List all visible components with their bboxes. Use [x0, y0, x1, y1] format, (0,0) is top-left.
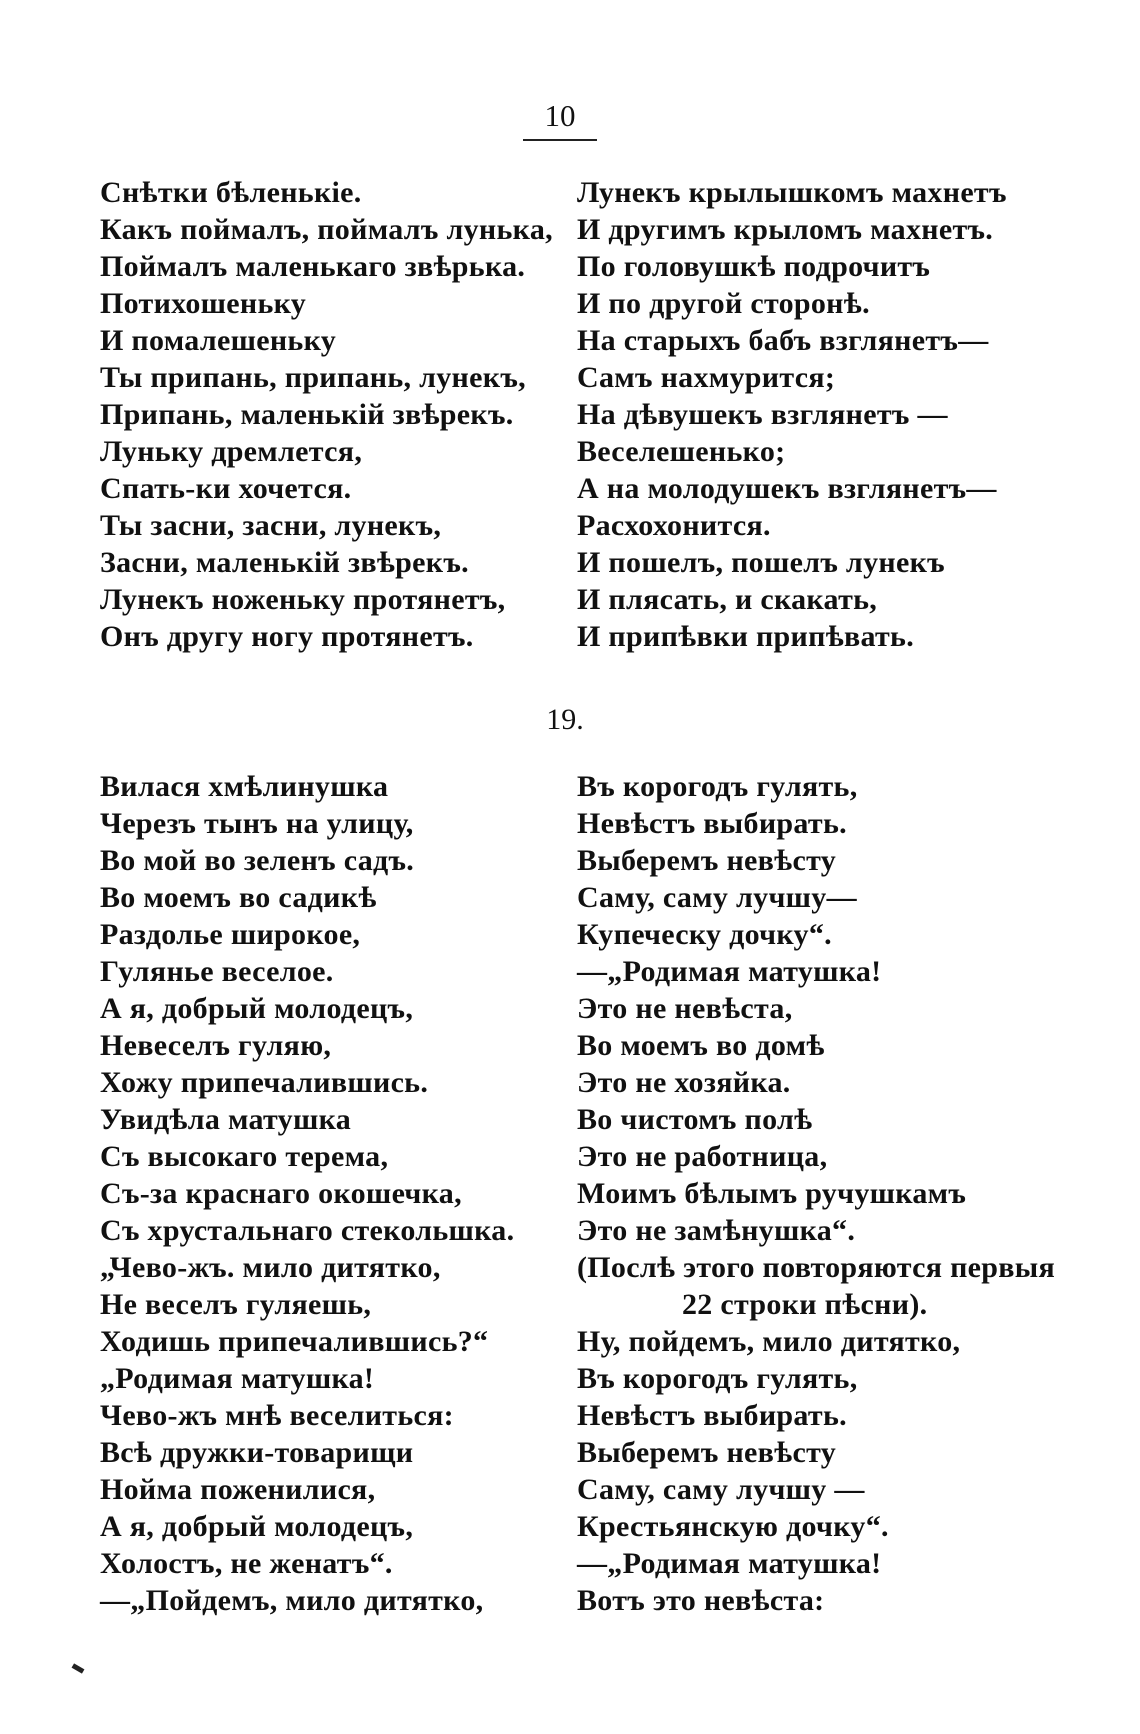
poem-line: 22 строки пѣсни).: [682, 1288, 928, 1321]
poem-line: Вилася хмѣлинушка: [100, 770, 389, 803]
poem-line: —„Родимая матушка!: [577, 1547, 882, 1580]
poem-line: Какъ поймалъ, поймалъ лунька,: [100, 213, 553, 246]
poem-line: —„Пойдемъ, мило дитятко,: [100, 1584, 484, 1617]
poem-line: Выберемъ невѣсту: [577, 1436, 837, 1469]
poem-line: Луньку дремлется,: [100, 435, 363, 468]
song-number: 19.: [546, 703, 584, 736]
poem-line: Ты припань, припань, лунекъ,: [100, 361, 526, 394]
poem-line: Нойма поженилися,: [100, 1473, 376, 1506]
poem-line: Ходишь припечалившись?“: [100, 1325, 489, 1358]
poem-line: На старыхъ бабъ взглянетъ—: [577, 324, 989, 357]
poem-line: Во мой во зеленъ садъ.: [100, 844, 415, 877]
poem-line: Веселешенько;: [577, 435, 786, 468]
poem-line: Въ корогодъ гулять,: [577, 1362, 858, 1395]
poem-line: Чево-жъ мнѣ веселиться:: [100, 1399, 454, 1432]
poem-line: Поймалъ маленькаго звѣрька.: [100, 250, 526, 283]
poem-line: Это не невѣста,: [577, 992, 793, 1025]
poem-line: Съ-за краснаго окошечка,: [100, 1177, 462, 1210]
poem-line: Снѣтки бѣленькіе.: [100, 176, 362, 209]
poem-line: Въ корогодъ гулять,: [577, 770, 858, 803]
poem-line: —„Родимая матушка!: [577, 955, 882, 988]
poem-line: Съ хрустальнаго стекольшка.: [100, 1214, 515, 1247]
poem-line: А я, добрый молодецъ,: [100, 1510, 414, 1543]
poem-line: Невѣстъ выбирать.: [577, 807, 847, 840]
poem-line: А на молодушекъ взглянетъ—: [577, 472, 997, 505]
poem-line: Увидѣла матушка: [100, 1103, 352, 1136]
song-18-right-column: [577, 174, 1007, 655]
poem-line: По головушкѣ подрочитъ: [577, 250, 931, 283]
poem-line: Вотъ это невѣста:: [577, 1584, 825, 1617]
poem-line: Во моемъ во садикѣ: [100, 881, 377, 914]
poem-line: Холостъ, не женатъ“.: [100, 1547, 393, 1580]
poem-line: Во моемъ во домѣ: [577, 1029, 825, 1062]
poem-line: И помалешеньку: [100, 324, 337, 357]
poem-line: И пошелъ, пошелъ лунекъ: [577, 546, 945, 579]
poem-line: Лунекъ крылышкомъ махнетъ: [577, 176, 1007, 209]
poem-line: Припань, маленькій звѣрекъ.: [100, 398, 514, 431]
poem-line: Ну, пойдемъ, мило дитятко,: [577, 1325, 961, 1358]
poem-line: И другимъ крыломъ махнетъ.: [577, 213, 994, 246]
poem-line: Хожу припечалившись.: [100, 1066, 429, 1099]
song-19-right-column: [577, 768, 1055, 1619]
poem-line: И плясать, и скакать,: [577, 583, 878, 616]
poem-line: Во чистомъ полѣ: [577, 1103, 813, 1136]
poem-line: Съ высокаго терема,: [100, 1140, 389, 1173]
poem-line: Невѣстъ выбирать.: [577, 1399, 847, 1432]
poem-line: Потихошеньку: [100, 287, 307, 320]
poem-line: Онъ другу ногу протянетъ.: [100, 620, 474, 653]
poem-line: Ты засни, засни, лунекъ,: [100, 509, 442, 542]
song-18-left-column: [100, 174, 553, 655]
poem-line: И по другой сторонѣ.: [577, 287, 870, 320]
poem-line: Не веселъ гуляешь,: [100, 1288, 372, 1321]
poem-line: Крестьянскую дочку“.: [577, 1510, 889, 1543]
poem-line: Купеческу дочку“.: [577, 918, 832, 951]
poem-line: Раздолье широкое,: [100, 918, 361, 951]
song-19-left-column: [100, 768, 514, 1619]
poem-line: Невеселъ гуляю,: [100, 1029, 332, 1062]
poem-line: Саму, саму лучшу —: [577, 1473, 865, 1506]
poem-line: Самъ нахмурится;: [577, 361, 836, 394]
poem-line: Спать-ки хочется.: [100, 472, 352, 505]
poem-line: Это не замѣнушка“.: [577, 1214, 856, 1247]
poem-line: Засни, маленькій звѣрекъ.: [100, 546, 469, 579]
poem-line: Гулянье веселое.: [100, 955, 334, 988]
poem-line: Выберемъ невѣсту: [577, 844, 837, 877]
poem-line: Черезъ тынъ на улицу,: [100, 807, 414, 840]
poem-line: „Родимая матушка!: [100, 1362, 375, 1395]
poem-line: Расхохонится.: [577, 509, 771, 542]
poem-line: Моимъ бѣлымъ ручушкамъ: [577, 1177, 967, 1210]
poem-line: Это не работница,: [577, 1140, 828, 1173]
ink-speck: [72, 1663, 85, 1673]
poem-line: Это не хозяйка.: [577, 1066, 791, 1099]
page-number: 10: [544, 98, 576, 133]
page-number-rule: [523, 139, 597, 141]
poem-line: На дѣвушекъ взглянетъ —: [577, 398, 948, 431]
poem-line: И припѣвки припѣвать.: [577, 620, 915, 653]
poem-line: А я, добрый молодецъ,: [100, 992, 414, 1025]
poem-line: Саму, саму лучшу—: [577, 881, 857, 914]
poem-line: Лунекъ ноженьку протянетъ,: [100, 583, 506, 616]
poem-line: „Чево-жъ. мило дитятко,: [100, 1251, 441, 1284]
poem-line: (Послѣ этого повторяются первыя: [577, 1251, 1056, 1284]
poem-line: Всѣ дружки-товарищи: [100, 1436, 414, 1469]
